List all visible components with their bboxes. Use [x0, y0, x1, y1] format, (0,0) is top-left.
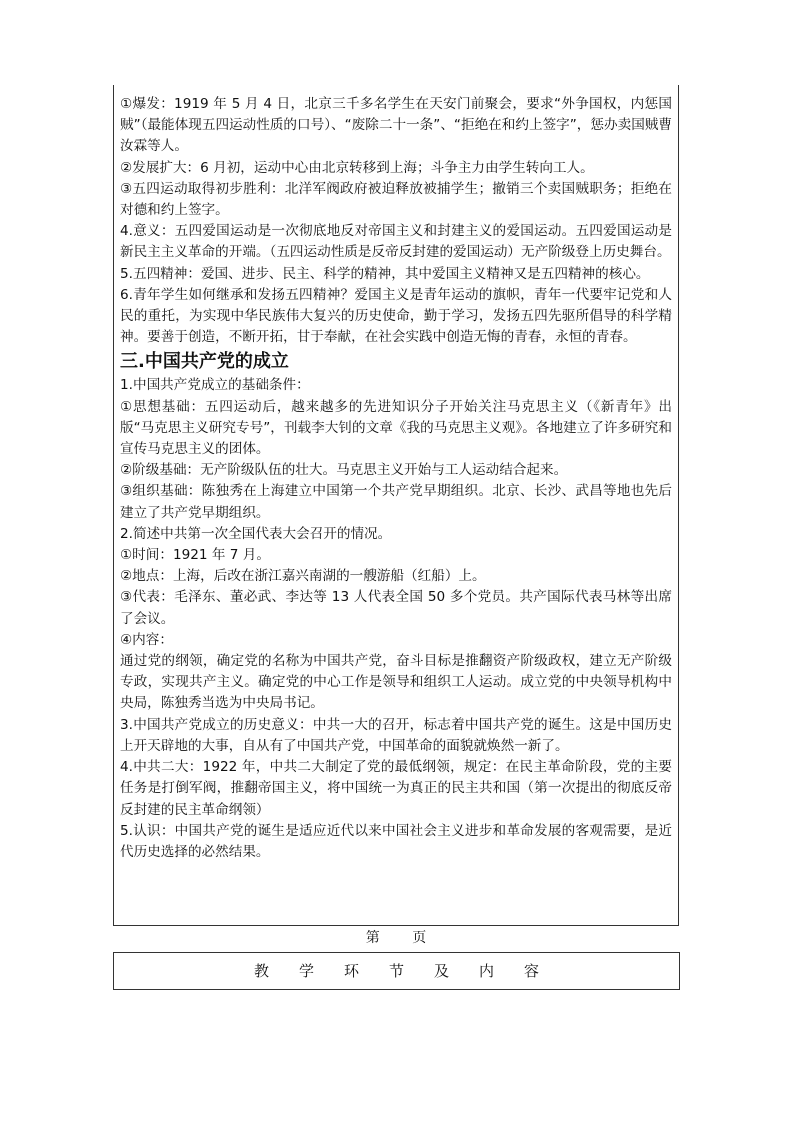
paragraph-first-congress: 2.简述中共第一次全国代表大会召开的情况。 [120, 525, 392, 542]
page-number-label: 第 页 [365, 930, 427, 946]
paragraph-youth-inheritance: 6.青年学生如何继承和发扬五四精神？爱国主义是青年运动的旗帜，青年一代要牢记党和人民的重托，为实现中华民族伟大复兴的历史使命，勤于学习，发扬五四先驱所倡导的科学精神。要善于创造，不断开拓，甘于奉献，在社会实践中创造无悔的青春，永恒的青春。 [120, 286, 672, 346]
paragraph-significance: 4.意义：五四爱国运动是一次彻底地反对帝国主义和封建主义的爱国运动。五四爱国运动是新民主主义革命的开端。（五四运动性质是反帝反封建的爱国运动）无产阶级登上历史舞台。 [120, 223, 672, 261]
teaching-section-header: 教学环节及内容 [113, 952, 680, 990]
paragraph-founding-conditions: 1.中国共产党成立的基础条件： [120, 377, 310, 394]
paragraph-expansion: ②发展扩大：6 月初，运动中心由北京转移到上海；斗争主力由学生转向工人。 [120, 159, 594, 176]
paragraph-outbreak: ①爆发：1919 年 5 月 4 日，北京三千多名学生在天安门前聚会，要求“外争国权，内惩国贼”（最能体现五四运动性质的口号）、“废除二十一条”、“拒绝在和约上签字”，惩办卖国贼曹汝霖等人。 [120, 96, 672, 155]
paragraph-class-basis: ②阶级基础：无产阶级队伍的壮大。马克思主义开始与工人运动结合起来。 [120, 462, 568, 479]
paragraph-time: ①时间：1921 年 7 月。 [120, 547, 270, 564]
paragraph-second-congress: 4.中共二大：1922 年，中共二大制定了党的最低纲领，规定：在民主革命阶段，党的主要任务是打倒军阀，推翻帝国主义，将中国统一为真正的民主共和国（第一次提出的彻底反帝反封建的民主革命纲领） [120, 759, 672, 818]
paragraph-content-label: ④内容： [120, 631, 173, 648]
paragraph-understanding: 5.认识：中国共产党的诞生是适应近代以来中国社会主义进步和革命发展的客观需要，是近代历史选择的必然结果。 [120, 822, 672, 860]
paragraph-organizational-basis: ③组织基础：陈独秀在上海建立中国第一个共产党早期组织。北京、长沙、武昌等地也先后建立了共产党早期组织。 [120, 483, 672, 521]
lesson-content-box [113, 85, 679, 926]
paragraph-program: 通过党的纲领，确定党的名称为中国共产党，奋斗目标是推翻资产阶级政权，建立无产阶级专政，实现共产主义。确定党的中心工作是领导和组织工人运动。成立党的中央领导机构中央局，陈独秀当选为中央局书记。 [120, 653, 672, 712]
paragraph-may-fourth-spirit: 5.五四精神：爱国、进步、民主、科学的精神，其中爱国主义精神又是五四精神的核心。 [120, 265, 650, 282]
paragraph-location: ②地点：上海，后改在浙江嘉兴南湖的一艘游船（红船）上。 [120, 568, 486, 585]
paragraph-historical-significance: 3.中国共产党成立的历史意义：中共一大的召开，标志着中国共产党的诞生。这是中国历史上开天辟地的大事，自从有了中国共产党，中国革命的面貌就焕然一新了。 [120, 716, 672, 754]
paragraph-ideological-basis: ①思想基础：五四运动后，越来越多的先进知识分子开始关注马克思主义（《新青年》出版“马克思主义研究专号”，刊载李大钊的文章《我的马克思主义观》。各地建立了许多研究和宣传马克思主义的团体。 [120, 398, 672, 458]
section-heading: 三.中国共产党的成立 [120, 351, 289, 373]
paragraph-delegates: ③代表：毛泽东、董必武、李达等 13 人代表全国 50 多个党员。共产国际代表马林等出席了会议。 [120, 589, 672, 627]
paragraph-initial-victory: ③五四运动取得初步胜利：北洋军阀政府被迫释放被捕学生；撤销三个卖国贼职务；拒绝在对德和约上签字。 [120, 180, 672, 219]
